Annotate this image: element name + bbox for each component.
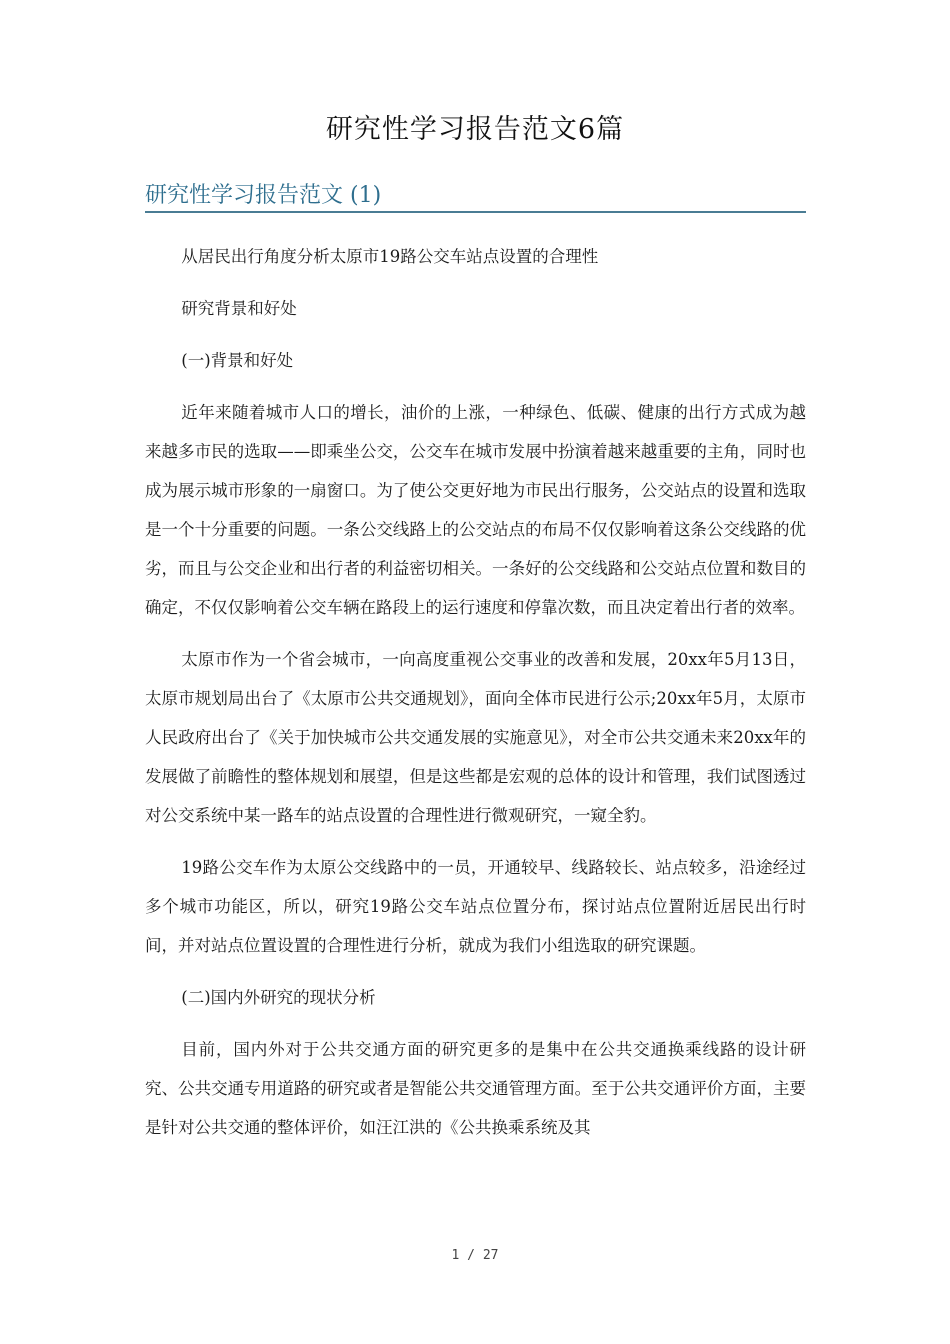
paragraph-subheading: (二)国内外研究的现状分析 — [181, 988, 376, 1007]
paragraph: 近年来随着城市人口的增长，油价的上涨，一种绿色、低碳、健康的出行方式成为越来越多市民的选取——即乘坐公交，公交车在城市发展中扮演着越来越重要的主角，同时也成为展示城市形象的一扇窗口。为了使公交更好地为市民出行服务，公交站点的设置和选取是一个十分重要的问题。一条公交线路上的公交站点的布局不仅仅影响着这条公交线路的优劣，而且与公交企业和出行者的利益密切相关。一条好的公交线路和公交站点位置和数目的确定，不仅仅影响着公交车辆在路段上的运行速度和停靠次数，而且决定着出行者的效率。 — [145, 403, 806, 617]
paragraph: 太原市作为一个省会城市，一向高度重视公交事业的改善和发展，20xx年5月13日，太原市规划局出台了《太原市公共交通规划》，面向全体市民进行公示;20xx年5月，太原市人民政府出台了《关于加快城市公共交通发展的实施意见》，对全市公共交通未来20xx年的发展做了前瞻性的整体规划和展望，但是这些都是宏观的总体的设计和管理，我们试图透过对公交系统中某一路车的站点设置的合理性进行微观研究，一窥全豹。 — [145, 650, 806, 825]
document-title: 研究性学习报告范文6篇 — [325, 114, 625, 145]
document-body — [145, 237, 806, 1160]
section-heading: 研究性学习报告范文 (1) — [145, 180, 806, 213]
paragraph-topic: 从居民出行角度分析太原市19路公交车站点设置的合理性 — [181, 247, 599, 266]
page-indicator: 1 / 27 — [451, 1248, 499, 1263]
paragraph-subheading: 研究背景和好处 — [181, 299, 297, 318]
paragraph-subheading: (一)背景和好处 — [181, 351, 294, 370]
paragraph: 目前，国内外对于公共交通方面的研究更多的是集中在公共交通换乘线路的设计研究、公共交通专用道路的研究或者是智能公共交通管理方面。至于公共交通评价方面，主要是针对公共交通的整体评价，如汪江洪的《公共换乘系统及其 — [145, 1040, 806, 1137]
paragraph: 19路公交车作为太原公交线路中的一员，开通较早、线路较长、站点较多，沿途经过多个城市功能区，所以，研究19路公交车站点位置分布，探讨站点位置附近居民出行时间，并对站点位置设置的合理性进行分析，就成为我们小组选取的研究课题。 — [145, 858, 806, 955]
